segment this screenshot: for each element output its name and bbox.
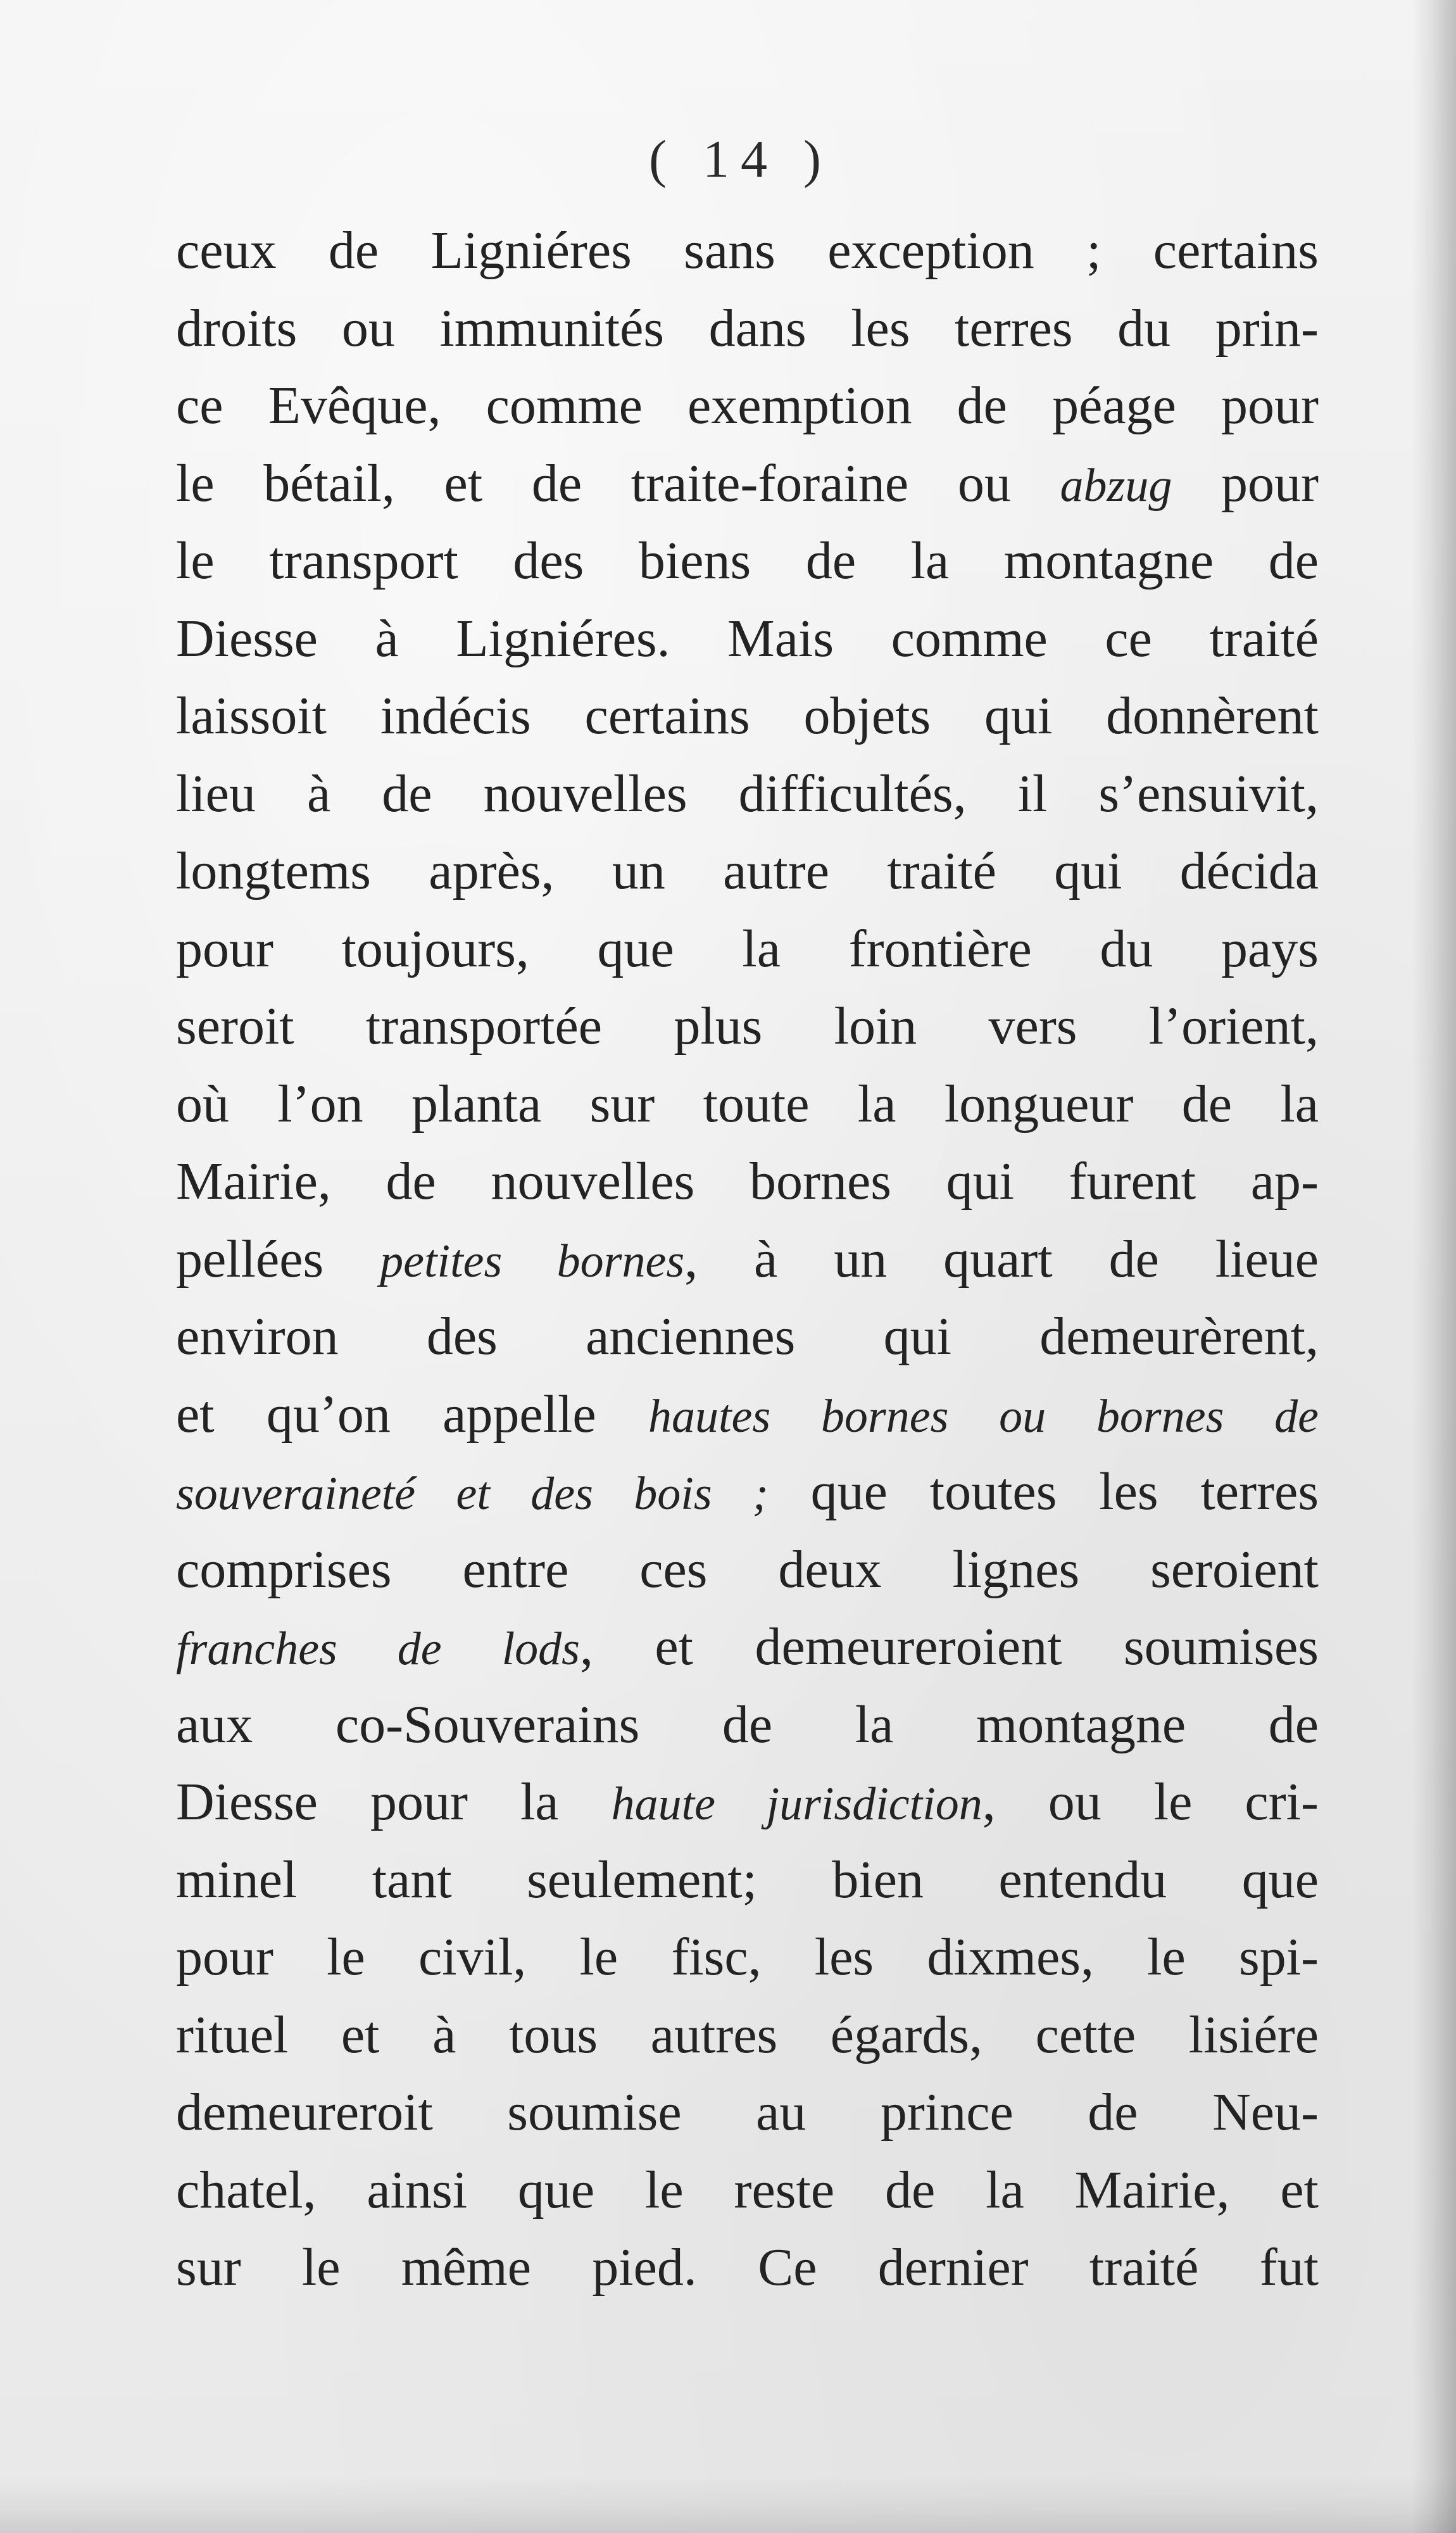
text-segment: le bétail, et de traite-foraine ou [176, 453, 1060, 513]
text-line [176, 1608, 1319, 1686]
text-line [176, 1531, 1319, 1609]
italic-text-segment: hautes bornes ou bornes de [648, 1390, 1319, 1443]
text-segment: où l’on planta sur toute la longueur de la [176, 1074, 1319, 1134]
text-segment: droits ou immunités dans les terres du prin- [176, 298, 1319, 358]
text-line [176, 1841, 1319, 1919]
text-line [176, 212, 1319, 290]
body-text [176, 212, 1319, 2307]
text-line [176, 1453, 1319, 1531]
text-segment: pour [1172, 453, 1319, 513]
text-line [176, 1376, 1319, 1454]
text-line [176, 1997, 1319, 2075]
text-segment: environ des anciennes qui demeurèrent, [176, 1307, 1319, 1366]
text-segment: pour toujours, que la frontière du pays [176, 919, 1319, 978]
text-segment: ceux de Ligniéres sans exception ; certains [176, 221, 1319, 280]
text-segment: minel tant seulement; bien entendu que [176, 1850, 1319, 1909]
text-segment: longtems après, un autre traité qui décida [176, 842, 1319, 900]
italic-text-segment: franches de lods [176, 1623, 580, 1675]
page-number: ( 14 ) [649, 130, 832, 189]
text-segment: comprises entre ces deux lignes seroient [176, 1539, 1319, 1599]
text-line [176, 988, 1319, 1066]
text-segment: , et demeureroient soumises [579, 1617, 1319, 1676]
text-line [176, 1143, 1319, 1221]
text-line [176, 2152, 1319, 2230]
text-line [176, 2074, 1319, 2152]
italic-text-segment: petites bornes [380, 1235, 685, 1287]
text-segment: ce Evêque, comme exemption de péage pour [176, 376, 1319, 435]
text-segment: seroit transportée plus loin vers l’orient, [176, 997, 1319, 1056]
text-line [176, 290, 1319, 368]
text-line [176, 755, 1319, 833]
text-line [176, 522, 1319, 600]
text-line [176, 1686, 1319, 1764]
text-line [176, 911, 1319, 989]
text-line [176, 1066, 1319, 1144]
text-segment: Diesse pour la [176, 1772, 612, 1831]
text-segment: pellées [176, 1229, 380, 1289]
text-segment: que toutes les terres [768, 1462, 1319, 1521]
text-segment: pour le civil, le fisc, les dixmes, le spi- [176, 1928, 1319, 1987]
text-segment: sur le même pied. Ce dernier traité fut [176, 2238, 1319, 2297]
text-line [176, 445, 1319, 523]
text-line [176, 833, 1319, 911]
text-segment: Diesse à Ligniéres. Mais comme ce traité [176, 609, 1319, 668]
text-segment: aux co-Souverains de la montagne de [176, 1695, 1319, 1754]
text-segment: , ou le cri- [982, 1772, 1319, 1831]
text-segment: lieu à de nouvelles difficultés, il s’ensuivit, [176, 764, 1319, 823]
text-segment: Mairie, de nouvelles bornes qui furent ap- [176, 1152, 1319, 1211]
page-edge-shadow-right [1412, 0, 1456, 2533]
text-segment: rituel et à tous autres égards, cette lisiére [176, 2005, 1319, 2064]
text-line [176, 2229, 1319, 2307]
text-line [176, 678, 1319, 755]
text-segment: le transport des biens de la montagne de [176, 531, 1319, 590]
text-line [176, 600, 1319, 678]
text-segment: et qu’on appelle [176, 1384, 648, 1444]
italic-text-segment: souveraineté et des bois ; [176, 1468, 769, 1520]
italic-text-segment: haute jurisdiction [611, 1778, 982, 1830]
text-segment: chatel, ainsi que le reste de la Mairie, et [176, 2160, 1319, 2220]
text-line [176, 1764, 1319, 1841]
text-segment: , à un quart de lieue [684, 1229, 1319, 1289]
text-line [176, 1919, 1319, 1997]
text-line [176, 367, 1319, 445]
text-segment: laissoit indécis certains objets qui donnèrent [176, 686, 1319, 745]
text-segment: demeureroit soumise au prince de Neu- [176, 2083, 1319, 2142]
text-line [176, 1298, 1319, 1376]
text-line [176, 1221, 1319, 1299]
page-edge-shadow-bottom [0, 2476, 1456, 2533]
italic-text-segment: abzug [1060, 459, 1172, 512]
